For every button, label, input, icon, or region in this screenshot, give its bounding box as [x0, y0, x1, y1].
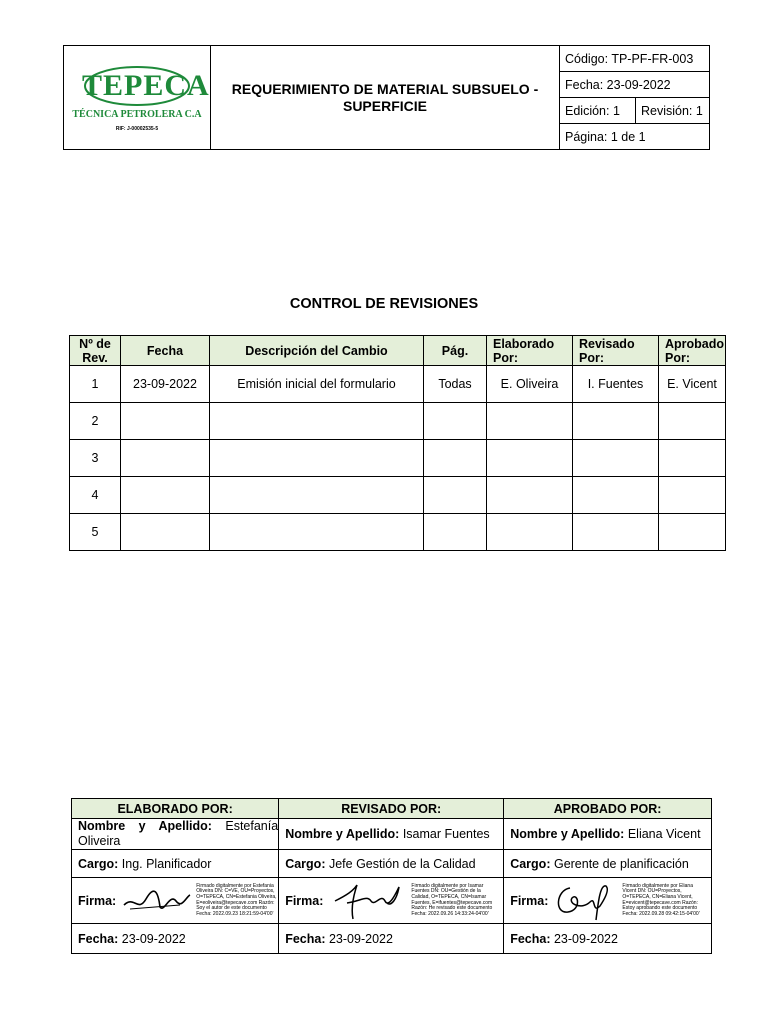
table-cell: [487, 514, 573, 551]
firma-cell: [279, 878, 504, 924]
table-row: [70, 514, 726, 551]
logo-rif: RIF: J-00002535-5: [115, 125, 159, 132]
signature-image: [120, 883, 192, 919]
table-cell: 23-09-2022: [121, 366, 210, 403]
fecha-label: Fecha:: [285, 931, 326, 946]
logo-text: TEPECA: [82, 68, 210, 102]
fecha-cell: [72, 924, 279, 954]
table-row: [70, 477, 726, 514]
table-cell: I. Fuentes: [573, 366, 659, 403]
cargo-cell: [72, 850, 279, 878]
fecha-label: Fecha:: [78, 931, 119, 946]
firma-label: Firma:: [510, 893, 549, 908]
digital-signature-text: Firmado digitalmente por Estefania Oliveira DN: C=VE, OU=Proyectos, O=TEPECA, CN=Estefania Oliveira, E=eoliveira@tepecave.com Razón: Soy el autor de este documento Fecha: 2022.09.23 18:21:59-04'00': [196, 882, 277, 917]
name-cell: [504, 819, 712, 850]
name-value: Isamar Fuentes: [402, 827, 490, 841]
signature-table: [71, 798, 712, 954]
table-cell: 2: [70, 403, 121, 440]
company-logo: [64, 64, 210, 132]
fecha-value: 23-09-2022: [121, 931, 186, 946]
fecha-cell: [504, 924, 712, 954]
cargo-label: Cargo:: [78, 856, 119, 871]
name-value: Eliana Vicent: [627, 827, 701, 841]
firma-cell: [504, 878, 712, 924]
table-cell: 1: [70, 366, 121, 403]
edicion: Edición: 1: [560, 98, 636, 124]
table-cell: [121, 477, 210, 514]
fecha: Fecha: 23-09-2022: [560, 72, 710, 98]
revision: Revisión: 1: [636, 98, 710, 124]
revisions-table: [69, 335, 726, 551]
table-row: [70, 403, 726, 440]
table-cell: [573, 477, 659, 514]
firma-label: Firma:: [78, 893, 117, 908]
logo-cell: [64, 46, 211, 150]
name-label: Nombre y Apellido:: [78, 819, 212, 833]
table-cell: [424, 514, 487, 551]
signature-image: [327, 881, 407, 921]
table-cell: [121, 514, 210, 551]
name-label: Nombre y Apellido:: [285, 827, 400, 841]
table-cell: [121, 440, 210, 477]
table-cell: [210, 440, 424, 477]
table-cell: 3: [70, 440, 121, 477]
table-cell: [659, 514, 726, 551]
col-header: Pág.: [424, 336, 487, 366]
pagina: Página: 1 de 1: [560, 124, 710, 150]
name-cell: [72, 819, 279, 850]
logo-subtitle: TÉCNICA PETROLERA C.A: [72, 108, 202, 120]
fecha-value: 23-09-2022: [553, 931, 618, 946]
elaborado-header: ELABORADO POR:: [72, 799, 279, 819]
table-cell: [121, 403, 210, 440]
col-header: Elaborado Por:: [487, 336, 573, 366]
cargo-cell: [279, 850, 504, 878]
cargo-label: Cargo:: [510, 856, 551, 871]
signature-image: [552, 880, 618, 922]
table-cell: [210, 514, 424, 551]
table-cell: [573, 514, 659, 551]
cargo-label: Cargo:: [285, 856, 326, 871]
firma-label: Firma:: [285, 893, 324, 908]
table-row: [70, 440, 726, 477]
table-cell: [210, 403, 424, 440]
table-row: [70, 366, 726, 403]
table-cell: [424, 403, 487, 440]
aprobado-header: APROBADO POR:: [504, 799, 712, 819]
table-cell: [487, 440, 573, 477]
col-header: Fecha: [121, 336, 210, 366]
digital-signature-text: Firmado digitalmente por Eliana Vicent DN: OU=Proyectos, O=TEPECA, CN=Eliana Vicent, E=evicent@tepecave.com Razón: Estoy aprobando este documento Fecha: 2022.09.28 09:42:15-04'00': [622, 882, 700, 917]
table-cell: [424, 477, 487, 514]
cargo-cell: [504, 850, 712, 878]
firma-cell: [72, 878, 279, 924]
section-title: CONTROL DE REVISIONES: [289, 296, 479, 312]
codigo: Código: TP-PF-FR-003: [560, 46, 710, 72]
table-cell: [424, 440, 487, 477]
document-title: REQUERIMIENTO DE MATERIAL SUBSUELO - SUPERFICIE: [211, 46, 560, 150]
col-header: Revisado Por:: [573, 336, 659, 366]
table-cell: Todas: [424, 366, 487, 403]
table-cell: [573, 440, 659, 477]
document-header: [63, 45, 710, 150]
name-value: Estefanía Oliveira: [78, 819, 279, 848]
table-cell: [659, 403, 726, 440]
fecha-label: Fecha:: [510, 931, 551, 946]
table-cell: [573, 403, 659, 440]
table-cell: E. Oliveira: [487, 366, 573, 403]
name-label: Nombre y Apellido:: [510, 827, 625, 841]
table-cell: 5: [70, 514, 121, 551]
revisado-header: REVISADO POR:: [279, 799, 504, 819]
revisions-header-row: [70, 336, 726, 366]
table-cell: 4: [70, 477, 121, 514]
table-cell: E. Vicent: [659, 366, 726, 403]
col-header: Nº de Rev.: [70, 336, 121, 366]
table-cell: [487, 403, 573, 440]
fecha-value: 23-09-2022: [328, 931, 393, 946]
table-cell: [487, 477, 573, 514]
table-cell: Emisión inicial del formulario: [210, 366, 424, 403]
col-header: Descripción del Cambio: [210, 336, 424, 366]
digital-signature-text: Firmado digitalmente por Isamar Fuentes DN: OU=Gestión de la Calidad, O=TEPECA, CN=Isamar Fuentes, E=ifuentes@tepecave.com Razón: He revisado este documento Fecha: 2022.09.26 14:33:24-04'00': [411, 882, 493, 917]
table-cell: [210, 477, 424, 514]
cargo-value: Jefe Gestión de la Calidad: [328, 856, 476, 871]
fecha-cell: [279, 924, 504, 954]
table-cell: [659, 440, 726, 477]
table-cell: [659, 477, 726, 514]
cargo-value: Ing. Planificador: [121, 856, 212, 871]
name-cell: [279, 819, 504, 850]
col-header: Aprobado Por:: [659, 336, 726, 366]
cargo-value: Gerente de planificación: [553, 856, 689, 871]
